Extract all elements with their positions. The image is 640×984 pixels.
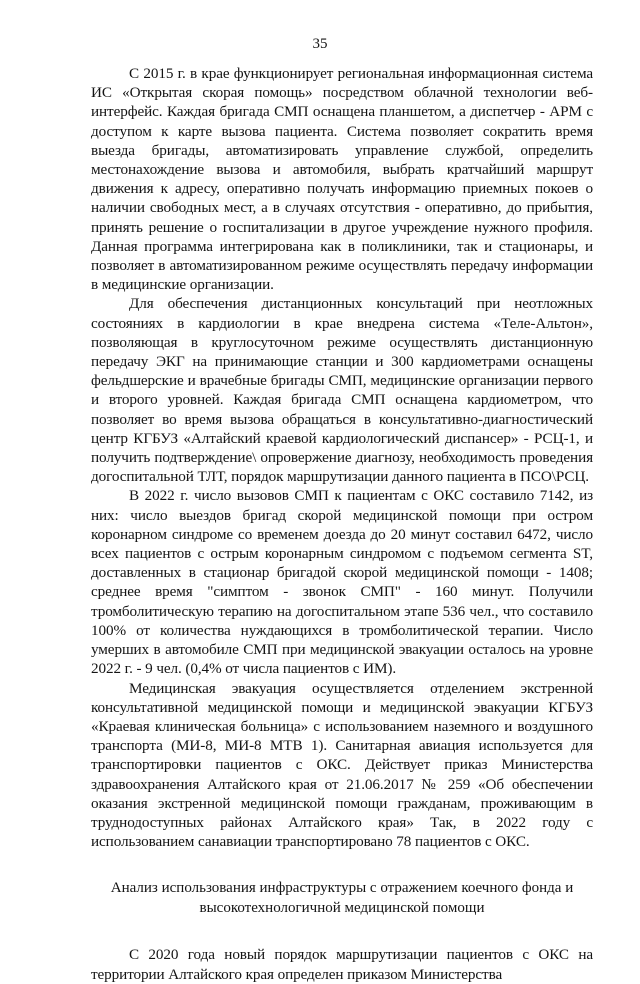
section-heading [91, 879, 593, 918]
page-number: 35 [312, 36, 328, 52]
paragraph-medical-evacuation: Медицинская эвакуация осуществляется отделением экстренной консультативной медицинской помощи и медицинской эвакуации КГБУЗ «Краевая клиническая больница» с использованием наземного и воздушного транспорта (МИ-8, МИ-8 МТВ 1). Санитарная авиация используется для транспортировки пациентов с ОКС. Действует приказ Министерства здравоохранения Алтайского края от 21.06.2017 № 259 «Об обеспечении оказания экстренной медицинской помощи гражданам, проживающим в труднодоступных районах Алтайского края» Так, в 2022 году с использованием санавиации транспортировано 78 пациентов с ОКС. [91, 679, 593, 851]
paragraph-ic-system: С 2015 г. в крае функционирует региональная информационная система ИС «Открытая скорая помощь» посредством облачной технологии веб-интерфейс. Каждая бригада СМП оснащена планшетом, а диспетчер - АРМ с доступом к карте вызова пациента. Система позволяет сократить время выезда бригады, автоматизировать управление службой, определить местонахождение вызова и автомобиля, выбрать кратчайший маршрут движения к адресу, оперативно получать информацию приемных покоев о наличии свободных мест, а в случаях отсутствия - оперативно, до прибытия, принять решение о госпитализации в другое учреждение нужного профиля. Данная программа интегрирована как в поликлиники, так и стационары, и позволяет в автоматизированном режиме осуществлять передачу информации в медицинские организации. [91, 65, 593, 294]
document-body [91, 64, 593, 984]
section-heading-line-1: Анализ использования инфраструктуры с отражением коечного фонда и [110, 880, 574, 897]
section-heading-line-2: высокотехнологичной медицинской помощи [199, 899, 485, 916]
paragraph-2022-statistics: В 2022 г. число вызовов СМП к пациентам с ОКС составило 7142, из них: число выездов бригад скорой медицинской помощи при остром коронарном синдроме со временем доезда до 20 минут составил 6472, число всех пациентов с острым коронарным синдромом с подъемом сегмента ST, доставленных в стационар бригадой скорой медицинской помощи - 1408; среднее время "симптом - звонок СМП" - 160 минут. Получили тромболитическую терапию на догоспитальном этапе 536 чел., что составило 100% от количества нуждающихся в тромболитической терапии. Число умерших в автомобиле СМП при медицинской эвакуации осталось на уровне 2022 г. - 9 чел. (0,4% от числа пациентов с ИМ). [91, 487, 593, 678]
paragraph-tele-alton: Для обеспечения дистанционных консультаций при неотложных состояниях в кардиологии в крае внедрена система «Теле-Альтон», позволяющая в круглосуточном режиме осуществлять дистанционную передачу ЭКГ на принимающие станции и 300 кардиометрами оснащены фельдшерские и врачебные бригады СМП, медицинские организации первого и второго уровней. Каждая бригада СМП оснащена кардиометром, что позволяет во время вызова обращаться в консультативно-диагностический центр КГБУЗ «Алтайский краевой кардиологический диспансер» - РСЦ-1, и получить подтверждение\ опровержение диагнозу, необходимость проведения догоспитальной ТЛТ, порядок маршрутизации данного пациента в ПСО\РСЦ. [91, 295, 593, 486]
paragraph-routing-2020: С 2020 года новый порядок маршрутизации пациентов с ОКС на территории Алтайского края определен приказом Министерства [91, 946, 593, 983]
